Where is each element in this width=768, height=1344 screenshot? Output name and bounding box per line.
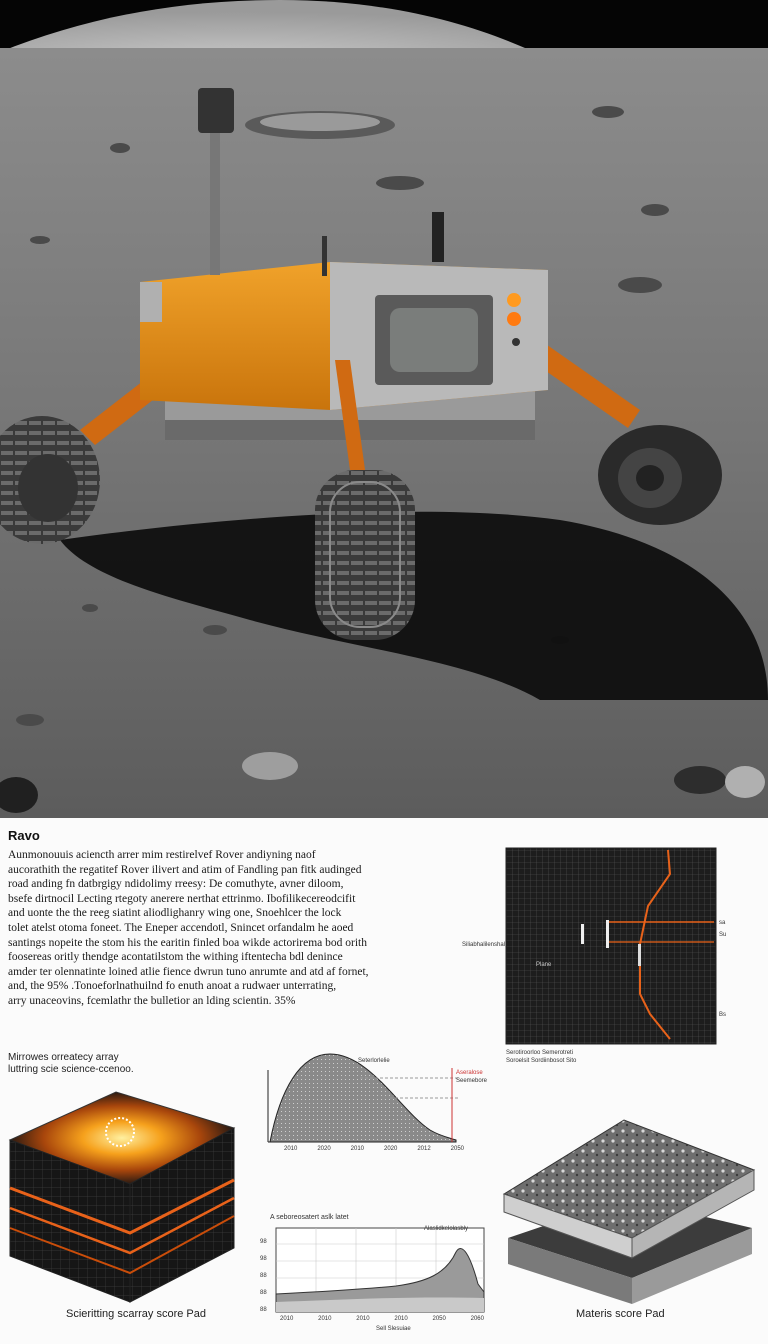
area-x-ticks: 2010 2010 2010 2010 2050 2060	[280, 1316, 484, 1322]
cube-caption: Scieritting scarray score Pad	[66, 1308, 206, 1320]
area-trend-chart	[256, 1214, 500, 1338]
surface-caption: Materis score Pad	[576, 1308, 665, 1320]
grid-map-panel	[462, 844, 730, 1066]
rover-mast	[210, 125, 220, 275]
grid-right-label-3: Bs	[719, 1012, 727, 1018]
distribution-curve-chart	[260, 1050, 490, 1160]
curve-x-ticks: 2010 2020 2010 2020 2012 2050	[284, 1146, 464, 1152]
curve-area	[270, 1054, 456, 1142]
curve-legend-top: Seterlorlelie	[358, 1058, 390, 1064]
section-title: Ravo	[8, 828, 40, 843]
area-chart-title: A seboreosatert aslk latet	[270, 1214, 349, 1221]
grid-bottom-label-2: Soroelsit Sordiinbosot Sito	[506, 1058, 577, 1064]
infographic-panel	[0, 818, 768, 1344]
area-chart-legend: Alaslidkelolasbly	[424, 1226, 469, 1232]
cube-title: Mirrowes orreatecy array luttring scie science-ccenoo.	[8, 1052, 134, 1075]
area-x-label: Sell Slesuiae	[376, 1326, 411, 1332]
grid-side-label: Siliabhalilenshal	[462, 942, 506, 948]
description-paragraph: Aunmonouuis aciencth arrer mim restirelvef Rover andiyning naof aucorathith the regatitef Rover ilivert and atim of Fandling pan fitk audinged road anding fn datbrgigy ndidolimy rreesy: De comuthyte, avner diloom, bsefe dirtnocil Lecting rtegoty anerere nerthat ettrinmo. Ibofilikecereodcifit and uonte the the reeg siatint aliodlighanry wing one, Snoehlcer the lock tolet atelst otoma foneet. The Eneper accendotl, Snincet orfandalm he aoed santings nopeite the stom his the earitin finled boa wikde actorirema bod orith foosereas oritly thendge acontatilstom the withing iftentecha bdl denince amder ter olennatinte loined atlie fience dwrun tuno anrumte and atd af fornet, and, the 95% .Tonoeforlnathuilnd fo enuth anoat a rudwaer unterrating, arry unaceovins, fcemlathr the bulletior an lding scientin. 35%	[8, 849, 369, 1007]
surface-layers-illustration	[500, 1108, 760, 1308]
area-y-ticks: 98 98 88 88 88	[260, 1239, 267, 1313]
grid-map	[506, 848, 716, 1044]
grid-inner-label: Plane	[536, 962, 552, 968]
grid-right-label-1: sa	[719, 920, 726, 926]
grid-bottom-label-1: Serotiroorloo Semerotreti	[506, 1050, 574, 1056]
curve-legend-sub: Seemebore	[456, 1078, 488, 1084]
grid-right-label-2: Su	[719, 932, 727, 938]
curve-legend-marker: Aseralose	[456, 1070, 483, 1076]
layered-cube-illustration	[6, 1088, 238, 1308]
